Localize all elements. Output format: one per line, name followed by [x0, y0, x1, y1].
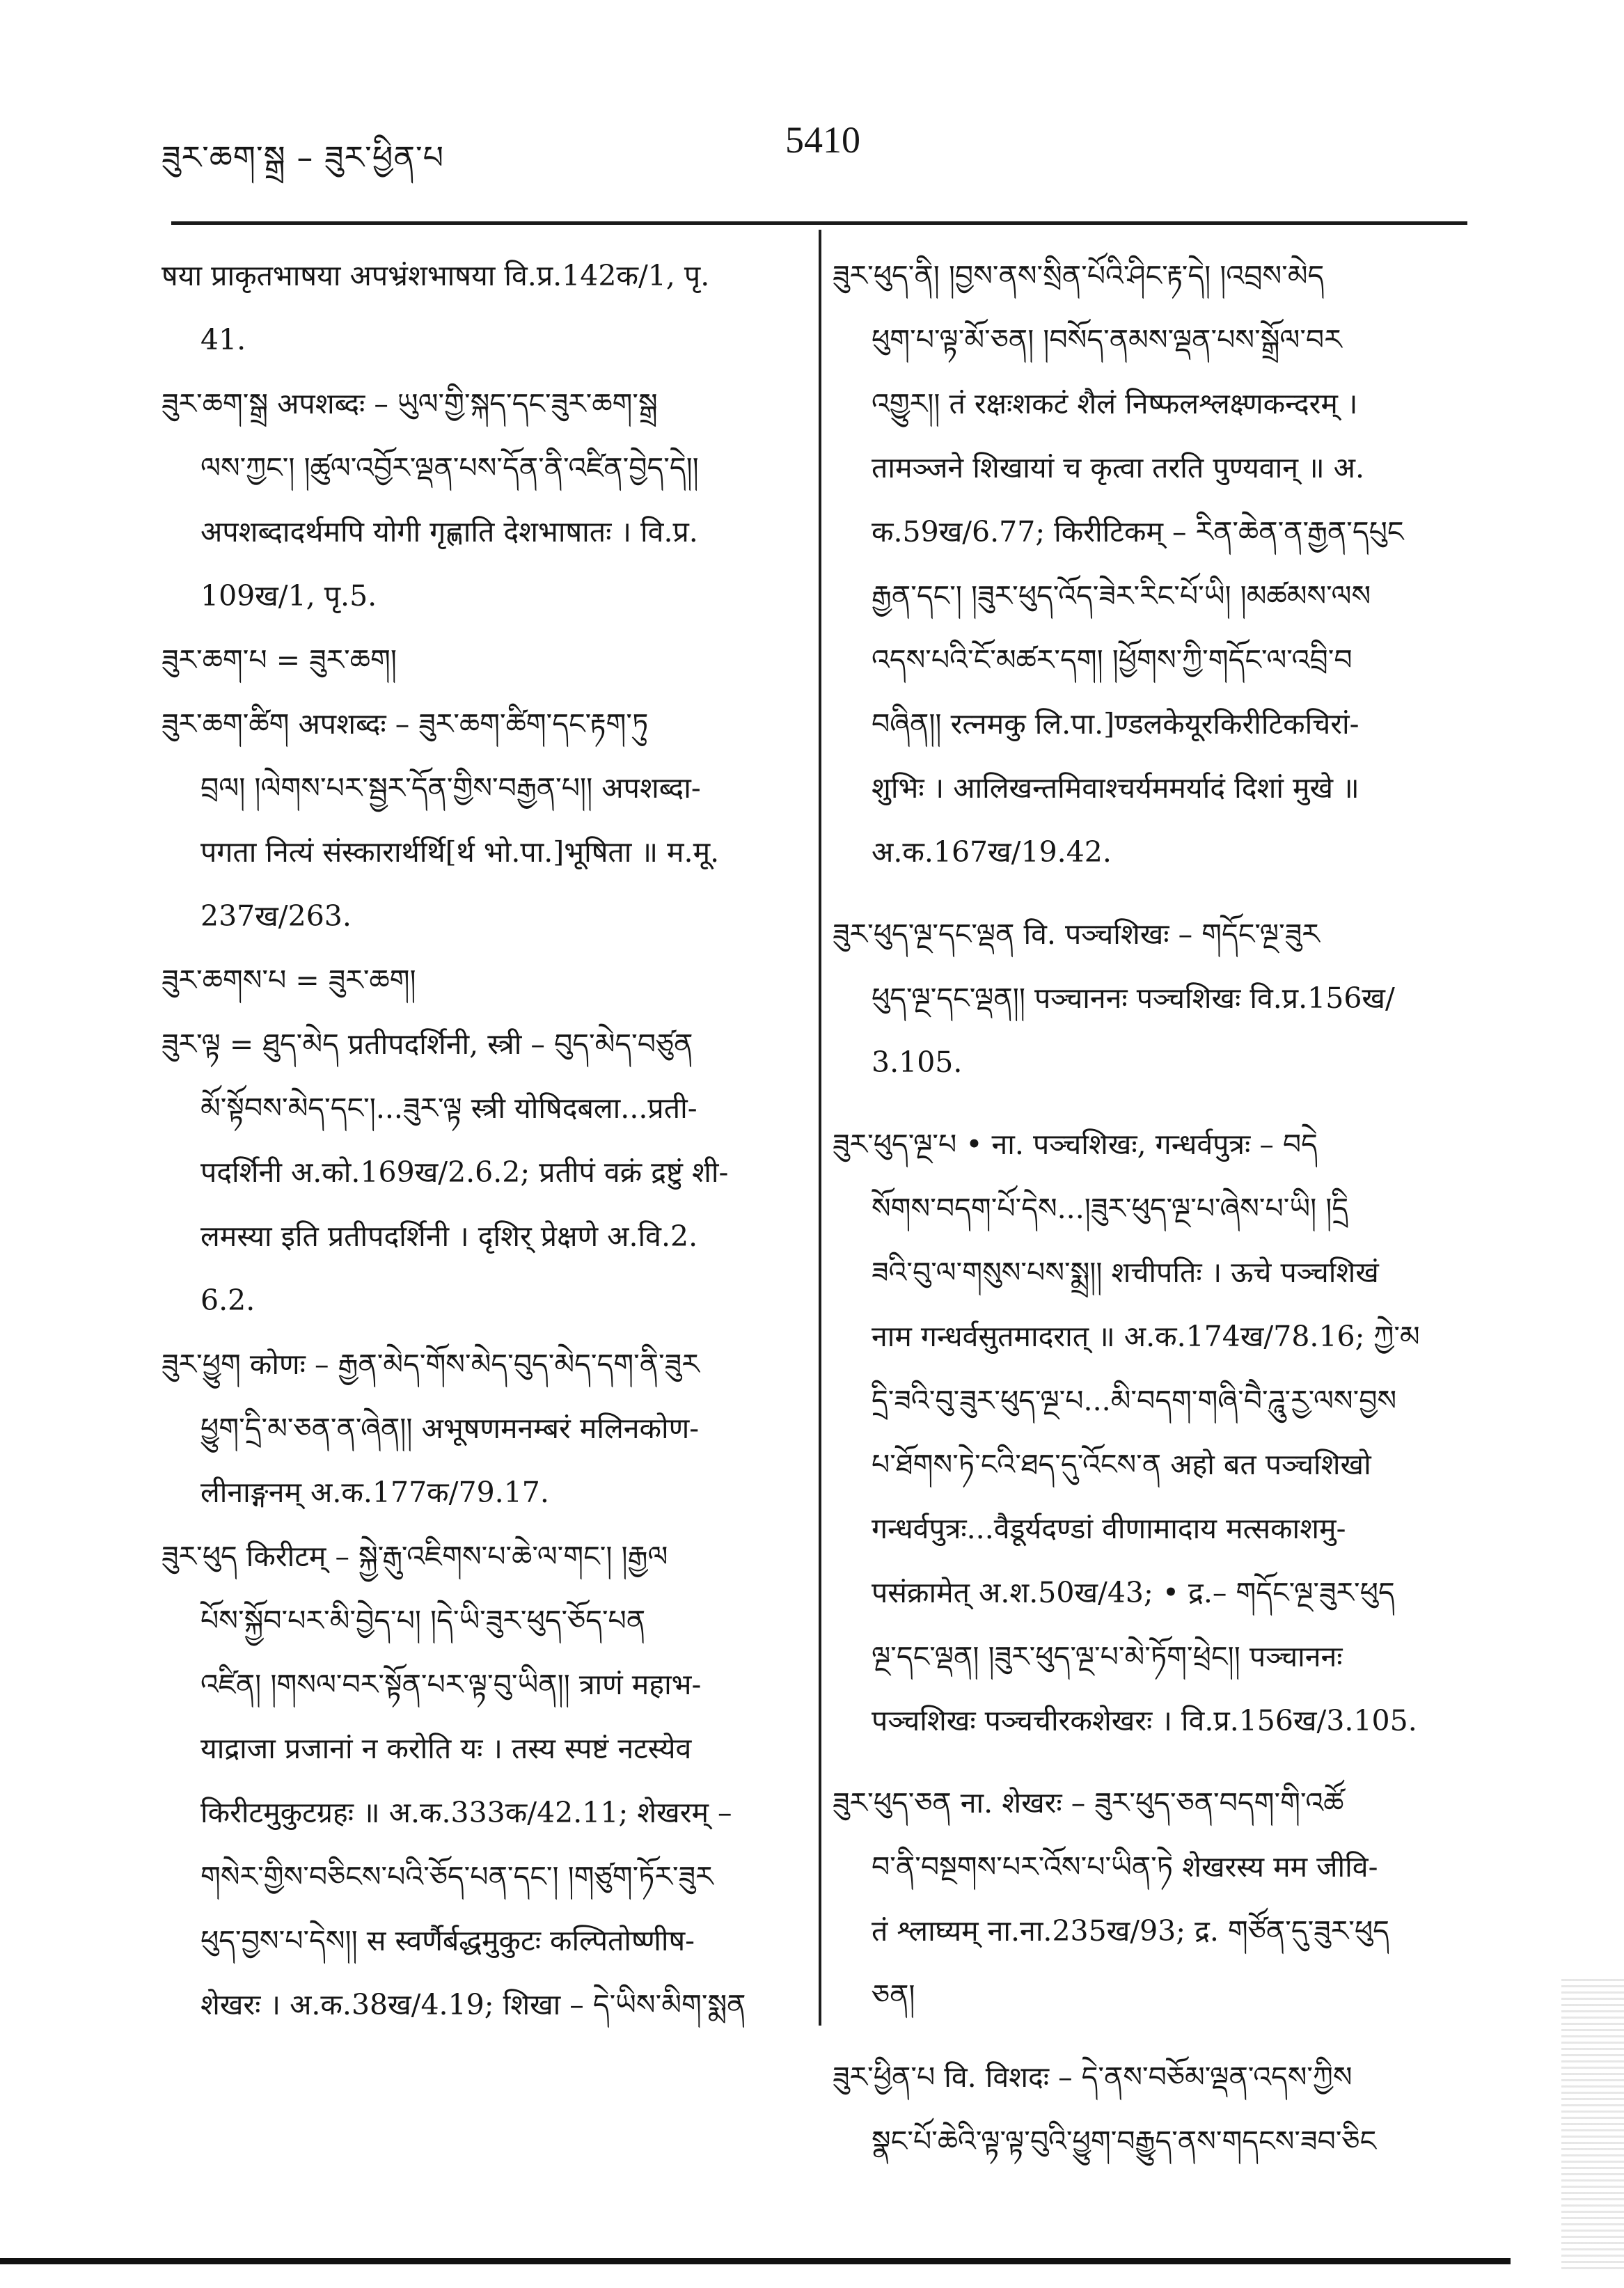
dictionary-entry	[161, 692, 792, 948]
dictionary-entry	[833, 244, 1452, 884]
left-column	[161, 244, 792, 2037]
entry-text-line: རྒྱན་དང་། །ཟུར་ཕུད་འོད་ཟེར་རིང་པོ་ཡི། །མཚམས་ལས	[872, 579, 1371, 613]
entry-text-line: དྲི་ཟའི་བུ་ཟུར་ཕུད་ལྔ་པ...མི་བདག་གཞི་བཻ་ཌཱུ་རྱ་ལས་བྱས	[872, 1384, 1397, 1417]
dictionary-entry	[833, 1112, 1452, 1753]
entry-text-line: བྲལ། །ལེགས་པར་སྦྱར་དོན་གྱིས་བརྒྱན་པ།། अपशब्दा-	[200, 771, 701, 805]
entry-text-line: བཞིན།། रत्नमकु लि.पा.]ण्डलकेयूरकिरीटिकचिरां-	[872, 707, 1359, 741]
dictionary-entry	[161, 948, 792, 1012]
entry-text-line: སོགས་བདག་པོ་དེས...།ཟུར་ཕུད་ལྔ་པ་ཞེས་པ་ཡི། །དྲི	[872, 1192, 1349, 1225]
entry-text-line: པོས་སྐྱོབ་པར་མི་བྱེད་པ། །དེ་ཡི་ཟུར་ཕུད་ཅོད་པན	[200, 1604, 646, 1637]
dictionary-entry	[833, 2045, 1452, 2173]
dictionary-entry	[161, 244, 792, 372]
entry-text-line: ཅན།	[872, 1978, 915, 2012]
entry-text-line: ཕུག་པ་ལྟ་མོ་ཅན། །བསོད་ནམས་ལྡན་པས་སྒྲོལ་བར	[872, 323, 1342, 356]
entry-text-line: 3.105.	[872, 1046, 963, 1079]
entry-text-line: སྣང་པོ་ཆེའི་ལྟ་ལྟ་བུའི་ཕྱུག་བརྒྱུད་ནས་གདངས་ཟབ་ཅིང	[872, 2124, 1377, 2158]
entry-text-line: गन्धर्वपुत्रः...वैडूर्यदण्डां वीणामादाय मत्सकाशमु-	[872, 1512, 1346, 1545]
entry-text-line: शेखरः । अ.क.38ख/4.19; शिखा – དེ་ཡིས་མིག་སྨན	[200, 1988, 746, 2021]
entry-text-line: ལས་ཀྱང་། །ཚུལ་འབྱོར་ལྡན་པས་དོན་ནི་འཛིན་བྱེད་དེ།།	[200, 451, 699, 484]
entry-text-line: 109ख/1, पृ.5.	[200, 579, 377, 613]
entry-text-line: པ་ཐོགས་ཏེ་ངའི་ཐད་དུ་འོངས་ན अहो बत पञ्चशिखो	[872, 1448, 1371, 1481]
entry-headline: ཟུར་ཕྱུག कोणः – རྒྱན་མེད་གོས་མེད་བུད་མེད་དག་ནི་ཟུར	[161, 1348, 700, 1381]
entry-text-line: लमस्या इति प्रतीपदर्शिनी । दृशिर् प्रेक्षणे अ.वि.2.	[200, 1220, 698, 1253]
entry-text-line: ཕྱུག་དྲི་མ་ཅན་ན་ཞེན།། अभूषणमनम्बरं मलिनकोण-	[200, 1412, 700, 1445]
entry-text-line: 6.2.	[200, 1284, 255, 1317]
dictionary-entry	[833, 902, 1452, 1094]
entry-text-line: ཕུད་ལྔ་དང་ལྡན།། पञ्चाननः पञ्चशिखः वि.प्र.156ख/	[872, 981, 1395, 1015]
entry-text-line: पगता नित्यं संस्कारार्थर्थि[र्थ भो.पा.]भूषिता ॥ म.मू.	[200, 835, 720, 869]
entry-headline: षया प्राकृतभाषया अपभ्रंशभाषया वि.प्र.142क/1, पृ.	[161, 259, 710, 292]
entry-headline: ཟུར་ཕུད་ནི། །བྱས་ནས་སྲིན་པོའི་ཤིང་རྟ་དེ། །འབྲས་མེད	[833, 259, 1325, 292]
dictionary-entry	[161, 1332, 792, 1524]
entry-text-line: अ.क.167ख/19.42.	[872, 835, 1112, 869]
entry-headline: ཟུར་ཕུད་ལྔ་པ • ना. पञ्चशिखः, गन्धर्वपुत्रः – བདེ	[833, 1128, 1318, 1161]
scan-artifact	[1561, 1977, 1624, 2269]
entry-headline: ཟུར་ཕུད་ཅན ना. शेखरः – ཟུར་ཕུད་ཅན་བདག་གི་འཚོ	[833, 1786, 1344, 1820]
entry-text-line: नाम गन्धर्वसुतमादरात् ॥ अ.क.174ख/78.16; ཀྱེ་མ	[872, 1320, 1420, 1353]
column-divider	[819, 230, 821, 2026]
dictionary-entry	[161, 1524, 792, 2037]
entry-text-line: འགྱུར།། तं रक्षःशकटं शैलं निष्फलश्लक्ष्णकन्दरम् ।	[872, 387, 1358, 420]
entry-text-line: लीनाङ्गनम् अ.क.177क/79.17.	[200, 1476, 549, 1509]
entry-headline: ཟུར་ཕུད་ལྔ་དང་ལྡན वि. पञ्चशिखः – གདོང་ལྔ་ཟུར	[833, 917, 1320, 951]
dictionary-entry	[161, 628, 792, 692]
entry-text-line: ཕུད་བྱས་པ་དེས།། स स्वर्णैर्बद्धमुकुटः कल्पितोष्णीष-	[200, 1924, 695, 1957]
entry-headline: ཟུར་ཆག་སྒྲ अपशब्दः – ཡུལ་གྱི་སྐད་དང་ཟུར་ཆག་སྒྲ	[161, 387, 658, 420]
entry-text-line: ལྔ་དང་ལྡན། །ཟུར་ཕུད་ལྔ་པ་མེ་ཏོག་ཕྲེང།། पञ्चाननः	[872, 1640, 1343, 1673]
entry-text-line: किरीटमुकुटग्रहः ॥ अ.क.333क/42.11; शेखरम् –	[200, 1796, 732, 1829]
header-rule	[171, 221, 1467, 225]
entry-text-line: पदर्शिनी अ.को.169ख/2.6.2; प्रतीपं वक्रं द्रष्टुं शी-	[200, 1155, 729, 1189]
entry-text-line: तं श्लाघ्यम् ना.ना.235ख/93; द्र. གཙོན་དུ་ཟུར་ཕུད	[872, 1914, 1389, 1948]
running-head: ཟུར་ཆག་སྒྲ – ཟུར་ཕྱིན་པ	[161, 139, 445, 176]
dictionary-entry	[161, 1012, 792, 1332]
entry-headline: ཟུར་ཆགས་པ = ཟུར་ཆག།	[161, 963, 416, 997]
page-number: 5410	[785, 119, 860, 161]
entry-text-line: अपशब्दादर्थमपि योगी गृह्णाति देशभाषातः । वि.प्र.	[200, 515, 698, 549]
entry-text-line: 237ख/263.	[200, 899, 352, 933]
entry-text-line: བ་ནི་བསྔགས་པར་འོས་པ་ཡིན་ཏེ शेखरस्य मम जीवि-	[872, 1850, 1378, 1884]
entry-text-line: पसंक्रामेत् अ.श.50ख/43; • द्र.– གདོང་ལྔ་ཟུར་ཕུད	[872, 1576, 1395, 1609]
dictionary-entry	[833, 1771, 1452, 2027]
entry-headline: ཟུར་ལྟ = ཐུད་མེད प्रतीपदर्शिनी, स्त्री – བུད་མེད་བཙུན	[161, 1027, 693, 1061]
entry-headline: ཟུར་ཕྱིན་པ वि. विशदः – དེ་ནས་བཅོམ་ལྡན་འདས་ཀྱིས	[833, 2060, 1353, 2094]
right-column	[833, 244, 1452, 2173]
entry-text-line: མོ་སྟོབས་མེད་དང་།...ཟུར་ལྟ स्त्री योषिदबला...प्रती-	[200, 1091, 697, 1125]
entry-text-line: तामञ्जने शिखायां च कृत्वा तरति पुण्यवान् ॥ अ.	[872, 451, 1365, 484]
entry-headline: ཟུར་ཕུད किरीटम् – སྐྱེ་རྒུ་འཇིགས་པ་ཆེ་ལ་གང་། །རྒྱལ	[161, 1540, 668, 1573]
entry-text-line: शुभिः । आलिखन्तमिवाश्चर्यममर्यादं दिशां मुखे ॥	[872, 771, 1359, 805]
entry-text-line: 41.	[200, 323, 246, 356]
footer-rule	[0, 2258, 1511, 2264]
dictionary-entry	[161, 372, 792, 628]
entry-text-line: འཛིན། །གསལ་བར་སྟོན་པར་ལྟ་བུ་ཡིན།། त्राणं महाभ-	[200, 1668, 702, 1701]
entry-text-line: འདས་པའི་ངོ་མཚར་དག། །ཕྱོགས་ཀྱི་གདོང་ལ་འབྲི་བ	[872, 643, 1353, 677]
entry-text-line: क.59ख/6.77; किरीटिकम् – རིན་ཆེན་ན་རྒྱན་དཔུང	[872, 515, 1404, 549]
entry-headline: ཟུར་ཆག་པ = ཟུར་ཆག།	[161, 643, 397, 677]
entry-text-line: याद्राजा प्रजानां न करोति यः । तस्य स्पष्टं नटस्येव	[200, 1732, 692, 1765]
entry-text-line: གསེར་གྱིས་བཅིངས་པའི་ཅོད་པན་དང་། །གཙུག་ཏོར་ཟུར	[200, 1860, 714, 1893]
entry-text-line: पञ्चशिखः पञ्चचीरकशेखरः । वि.प्र.156ख/3.105.	[872, 1704, 1417, 1737]
entry-headline: ཟུར་ཆག་ཚིག अपशब्दः – ཟུར་ཆག་ཚིག་དང་རྟག་ཏུ	[161, 707, 649, 741]
entry-text-line: ཟའི་བུ་ལ་གསུས་པས་སྨྲ།། शचीपतिः । ऊचे पञ्चशिखं	[872, 1256, 1379, 1289]
